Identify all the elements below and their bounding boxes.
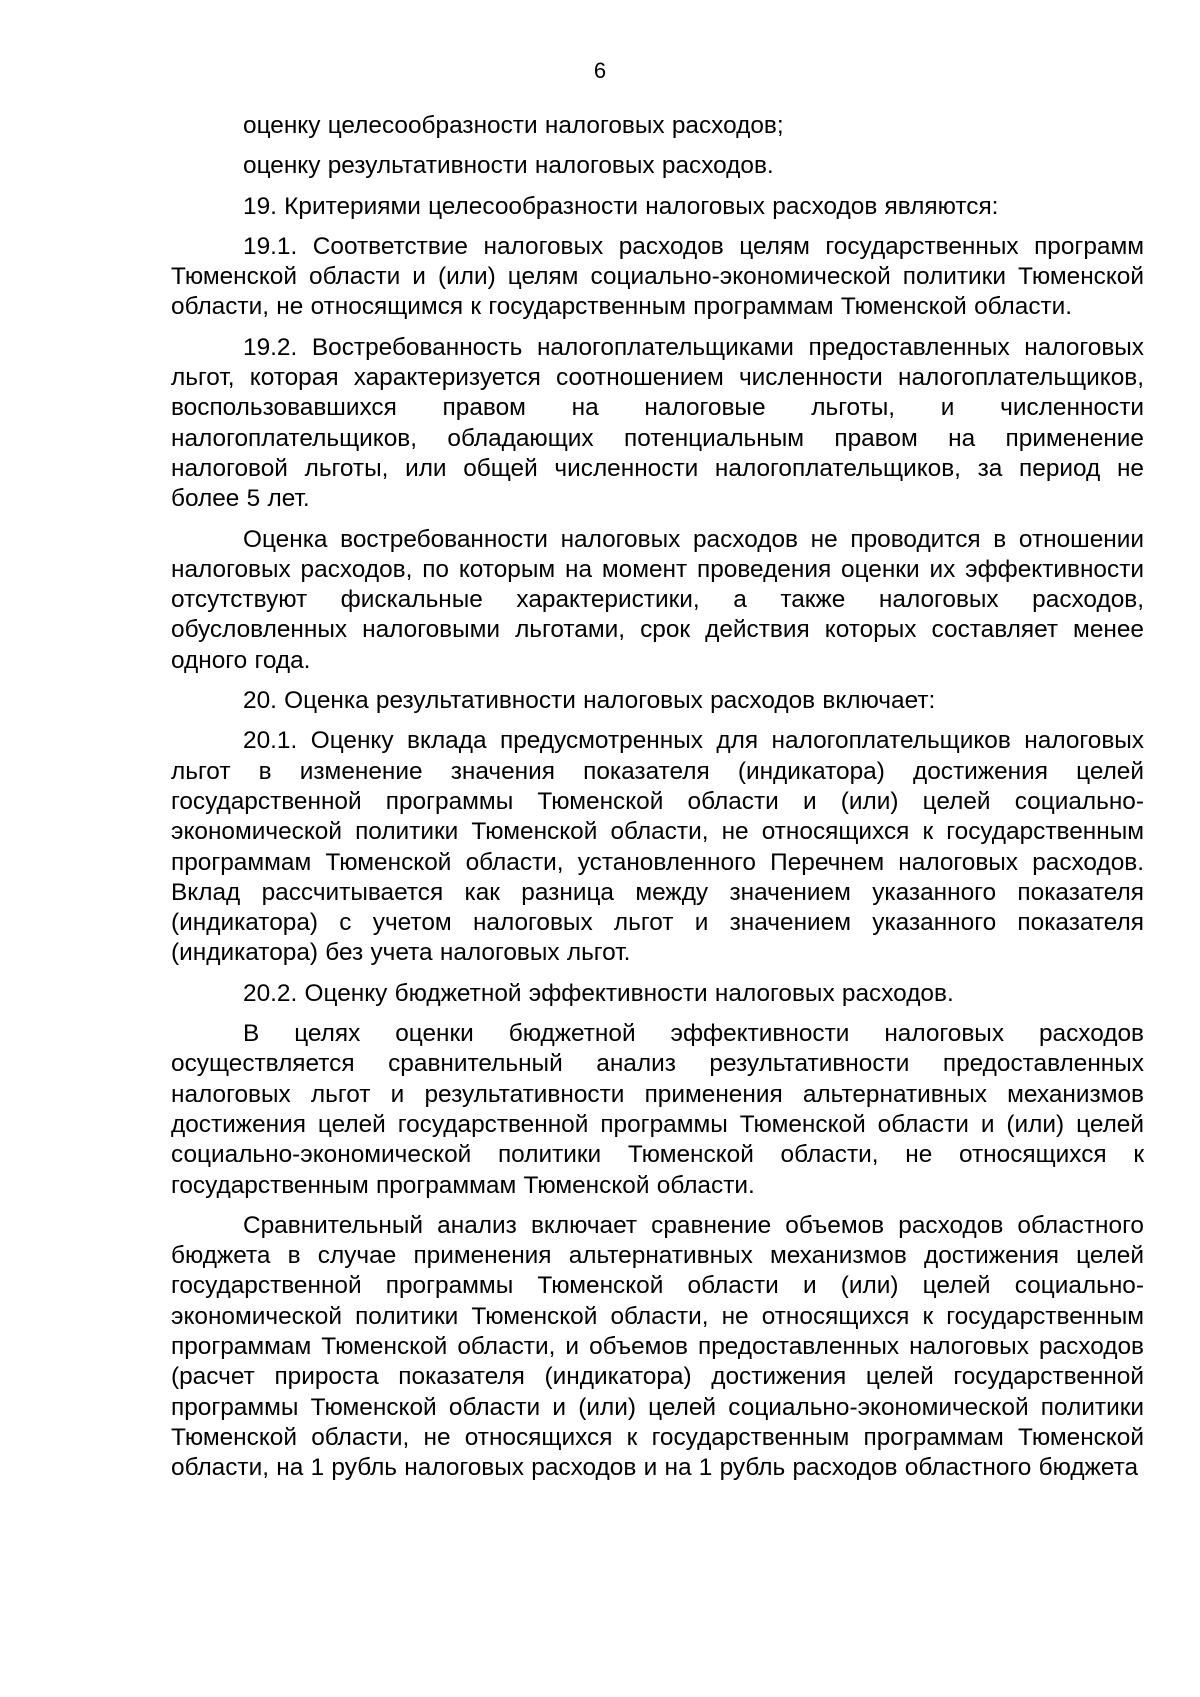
paragraph-text: Сравнительный анализ включает сравнение объемов расходов областного бюджета в случае применения альтернативных механизмов достижения целей государственной программы Тюменской области и (или) целей социально-экономической политики Тюменской области, не относящихся к государственным программам Тюменской области, и объемов предоставленных налоговых расходов (расчет прироста показателя (индикатора) достижения целей государственной программы Тюменской области и (или) целей социально-экономической политики Тюменской области, не относящихся к государственным программам Тюменской области, на 1 рубль налоговых расходов и на 1 рубль расходов областного бюджета xyxy=(171,1211,1144,1482)
paragraph-list-item: оценку результативности налоговых расходов. xyxy=(243,152,774,180)
paragraph-clause-19-1: 19.1. Соответствие налоговых расходов целям государственных программ Тюменской области и (или) целям социально-экономической политики Тюменской области, не относящимся к государственным программам Тюменской области. xyxy=(171,232,1144,321)
paragraph-clause-20-2: 20.2. Оценку бюджетной эффективности налоговых расходов. xyxy=(243,979,954,1007)
paragraph-clause-20: 20. Оценка результативности налоговых расходов включает: xyxy=(243,687,936,715)
paragraph-clause-19: 19. Критериями целесообразности налоговых расходов являются: xyxy=(243,192,999,220)
page-number: 6 xyxy=(593,58,607,83)
paragraph-text: В целях оценки бюджетной эффективности налоговых расходов осуществляется сравнительный анализ результативности предоставленных налоговых льгот и результативности применения альтернативных механизмов достижения целей государственной программы Тюменской области и (или) целей социально-экономической политики Тюменской области, не относящихся к государственным программам Тюменской области. xyxy=(171,1020,1144,1199)
paragraph-list-item: оценку целесообразности налоговых расходов; xyxy=(243,112,784,139)
paragraph-clause-20-1: 20.1. Оценку вклада предусмотренных для налогоплательщиков налоговых льгот в изменение значения показателя (индикатора) достижения целей государственной программы Тюменской области и (или) целей социально-экономической политики Тюменской области, не относящихся к государственным программам Тюменской области, установленного Перечнем налоговых расходов. Вклад рассчитывается как разница между значением указанного показателя (индикатора) с учетом налоговых льгот и значением указанного показателя (индикатора) без учета налоговых льгот. xyxy=(171,727,1144,967)
paragraph-clause-19-2: 19.2. Востребованность налогоплательщиками предоставленных налоговых льгот, которая характеризуется соотношением численности налогоплательщиков, воспользовавшихся правом на налоговые льготы, и численности налогоплательщиков, обладающих потенциальным правом на применение налоговой льготы, или общей численности налогоплательщиков, за период не более 5 лет. xyxy=(171,333,1144,513)
paragraph-text: Оценка востребованности налоговых расходов не проводится в отношении налоговых расходов, по которым на момент проведения оценки их эффективности отсутствуют фискальные характеристики, а также налоговых расходов, обусловленных налоговыми льготами, срок действия которых составляет менее одного года. xyxy=(171,525,1144,674)
document-body xyxy=(171,111,1144,1493)
